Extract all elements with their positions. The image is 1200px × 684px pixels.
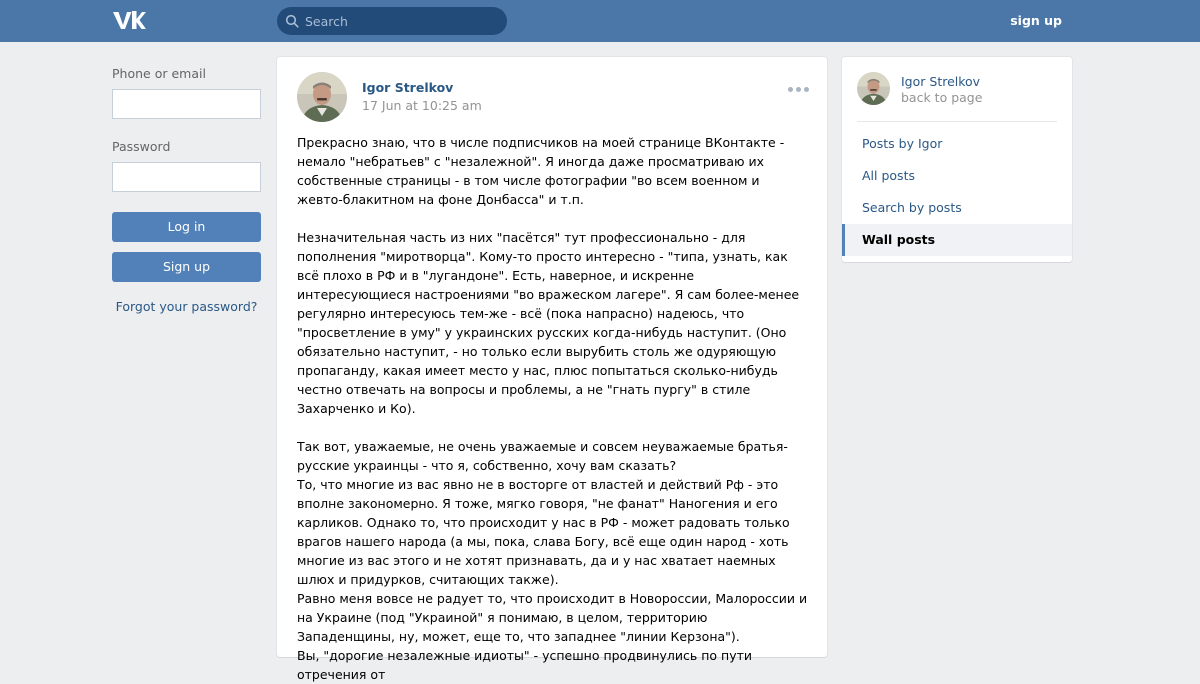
search-box[interactable] — [277, 7, 507, 35]
back-to-page-link[interactable]: back to page — [901, 90, 983, 105]
profile-sidebar — [842, 57, 1072, 262]
menu-item-wall-posts[interactable]: Wall posts — [842, 224, 1072, 256]
search-icon — [285, 14, 299, 28]
signup-button[interactable]: Sign up — [112, 252, 261, 282]
sidebar-divider — [857, 121, 1057, 122]
header-signup-link[interactable]: sign up — [1010, 13, 1062, 28]
post-author-name[interactable]: Igor Strelkov — [362, 80, 454, 95]
top-header — [0, 0, 1200, 42]
password-field[interactable] — [112, 162, 261, 192]
password-label: Password — [112, 139, 171, 154]
more-icon[interactable] — [788, 87, 810, 93]
menu-item-all-posts[interactable]: All posts — [862, 168, 915, 183]
menu-item-search-by-posts[interactable]: Search by posts — [862, 200, 962, 215]
login-form — [112, 66, 261, 314]
phone-email-field[interactable] — [112, 89, 261, 119]
post-paragraph: То, что многие из вас явно не в восторге от властей и действий Рф - это вполне закономерно. Я тоже, мягко говоря, "не фанат" Наногения и его карликов. Однако то, что происходит у нас в РФ - может радовать только врагов нашего народа (а мы, пока, слава Богу, всё еще один народ - хоть многие из вас этого и не хотят признавать, да и у нас хватает наемных шлюх и придурков, считающих также). — [297, 477, 790, 587]
sidebar-profile-name[interactable]: Igor Strelkov — [901, 74, 981, 89]
post-author-avatar[interactable] — [297, 72, 347, 122]
post-paragraph: Вы, "дорогие незалежные идиоты" - успешно продвинулись по пути отречения от — [297, 648, 752, 682]
vk-logo-icon[interactable] — [112, 9, 146, 31]
post-paragraph: Незначительная часть из них "пасётся" тут профессионально - для пополнения "миротворца". Кому-то просто интересно - "типа, узнать, как всё плохо в РФ и в "лугандоне". Есть, наверное, и искренне интересующиеся настроениями "во вражеском лагере". Я сам более-менее регулярно интересуюсь тем-же - всё (пока напрасно) надеюсь, что "просветление в уму" у украинских русских когда-нибудь наступит. (Оно обязательно наступит, - но только если вырубить столь же одуряющую пропаганду, какая имеет место у нас, плюс попытаться сколько-нибудь честно отвечать на вопросы и проблемы, а не "гнать пургу" в стиле Захарченко и Ко). — [297, 230, 800, 416]
wall-post — [277, 57, 827, 682]
sidebar-menu — [842, 128, 1072, 256]
menu-item-posts-by-igor[interactable]: Posts by Igor — [862, 136, 943, 151]
sidebar-avatar[interactable] — [857, 72, 890, 105]
login-button[interactable]: Log in — [112, 212, 261, 242]
post-text — [297, 133, 809, 684]
post-date[interactable]: 17 Jun at 10:25 am — [362, 98, 482, 113]
post-paragraph: Прекрасно знаю, что в числе подписчиков на моей странице ВКонтакте - немало "небратьев" с "незалежной". Я иногда даже просматриваю их собственные страницы - в том числе фотографии "во всем военном и жевто-блакитном на фоне Донбасса" и т.п. — [297, 135, 785, 207]
forgot-password-link[interactable]: Forgot your password? — [115, 299, 258, 314]
phone-email-label: Phone or email — [112, 66, 206, 81]
post-paragraph: Так вот, уважаемые, не очень уважаемые и совсем неуважаемые братья-русские украинцы - что я, собственно, хочу вам сказать? — [297, 439, 788, 473]
post-paragraph: Равно меня вовсе не радует то, что происходит в Новороссии, Малороссии и на Украине (под "Украиной" я понимаю, в целом, территорию Западенщины, ну, может, еще то, что западнее "линии Керзона"). — [297, 591, 808, 644]
search-input[interactable] — [305, 7, 501, 35]
